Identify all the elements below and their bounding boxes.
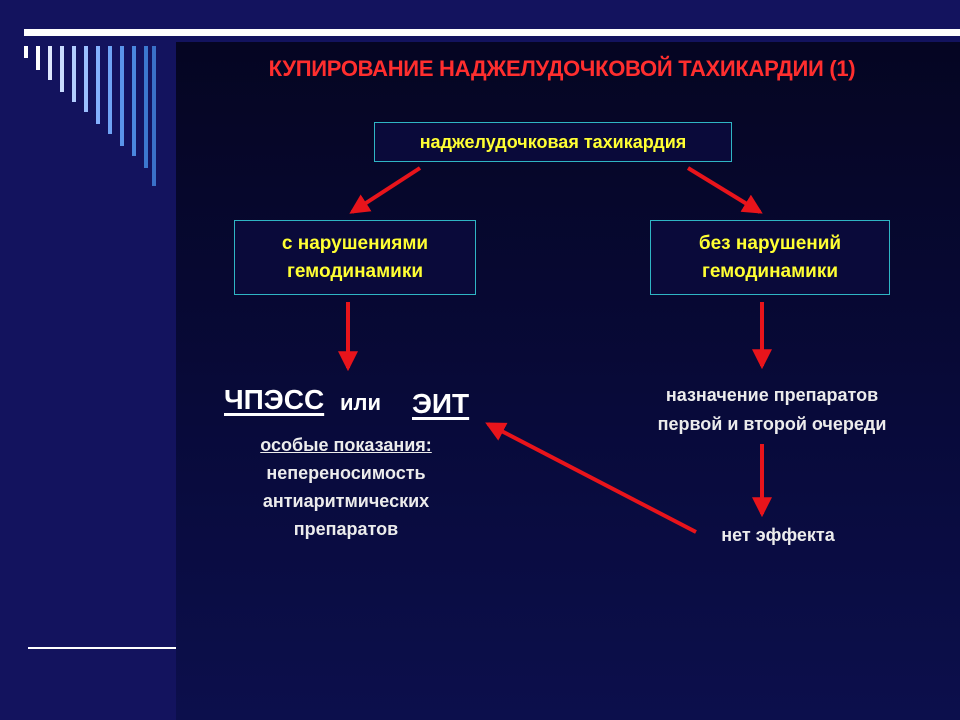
or-label: или <box>340 390 382 415</box>
arrow-root-to-left <box>352 168 420 212</box>
node-left-line2: гемодинамики <box>286 260 424 282</box>
eit-label: ЭИТ <box>412 388 470 419</box>
node-root-label: наджелудочковая тахикардия <box>419 132 687 152</box>
chpess-label: ЧПЭСС <box>224 384 325 415</box>
slide-title: КУПИРОВАНИЕ НАДЖЕЛУДОЧКОВОЙ ТАХИКАРДИИ (1) <box>268 56 856 81</box>
special-line2: антиаритмических <box>262 491 430 511</box>
arrow-no-effect-to-eit <box>488 424 696 532</box>
special-line1: непереносимость <box>266 463 426 483</box>
no-effect-label: нет эффекта <box>721 525 835 545</box>
arrow-root-to-right <box>688 168 760 212</box>
node-left-line1: с нарушениями <box>281 232 429 254</box>
node-right-line2: гемодинамики <box>701 260 839 282</box>
special-heading: особые показания: <box>260 435 432 455</box>
drugs-line2: первой и второй очереди <box>657 414 887 434</box>
special-line3: препаратов <box>293 519 399 539</box>
node-right-line1: без нарушений <box>698 232 842 254</box>
drugs-line1: назначение препаратов <box>665 385 879 405</box>
